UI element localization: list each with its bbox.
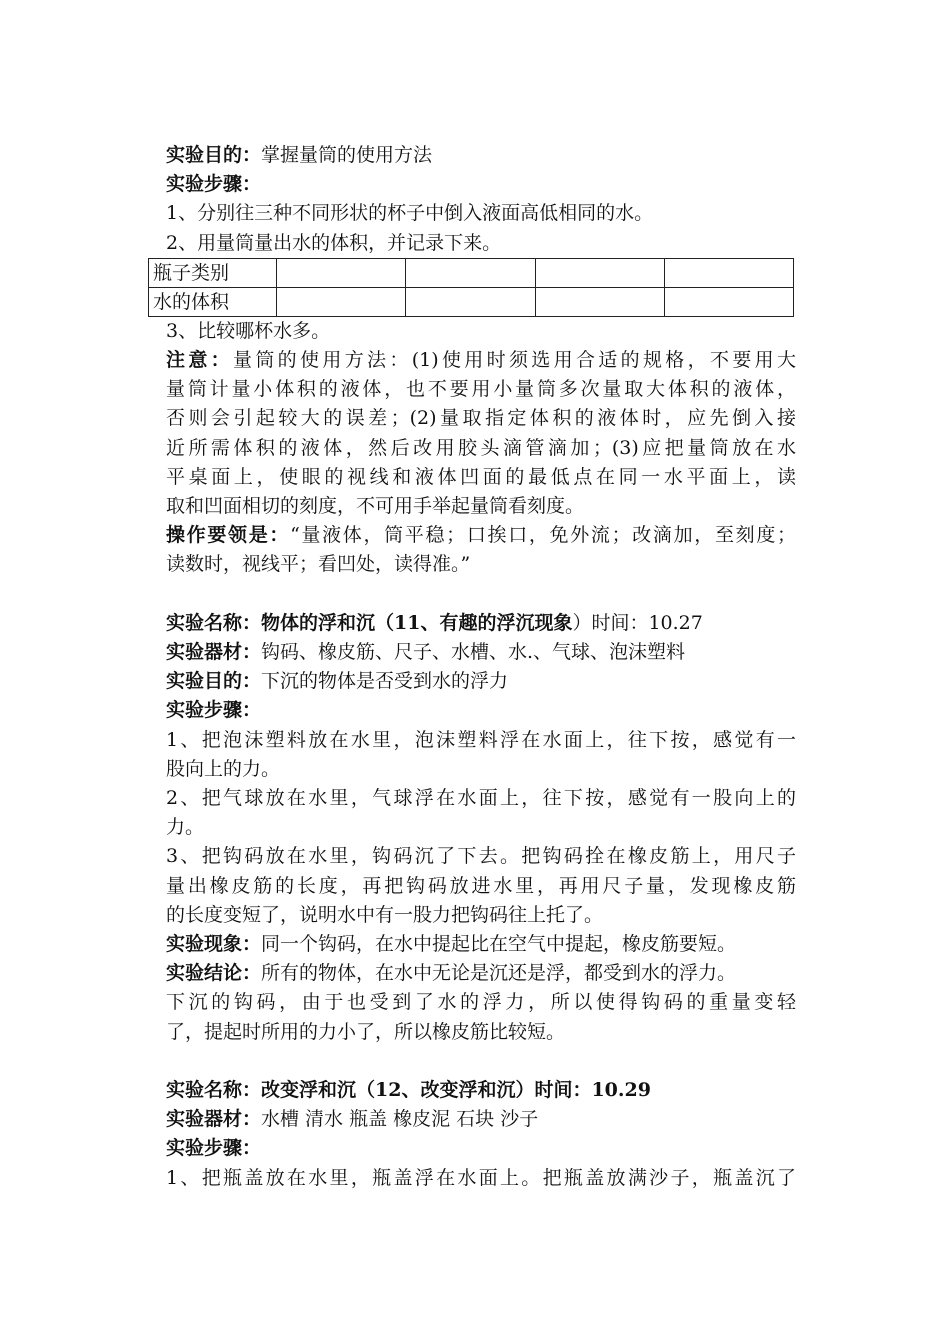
note-label: 注意： bbox=[166, 349, 234, 372]
table-header-cell: 水的体积 bbox=[149, 287, 277, 316]
steps-heading: 实验步骤： bbox=[166, 699, 262, 722]
step-1: 1、把泡沫塑料放在水里，泡沫塑料浮在水面上，往下按，感觉有一 bbox=[166, 728, 796, 751]
step-1: 股向上的力。 bbox=[166, 757, 281, 780]
experiment-equipment: 实验器材：水槽 清水 瓶盖 橡皮泥 石块 沙子 bbox=[166, 1108, 539, 1131]
table-cell bbox=[406, 258, 535, 287]
experiment-name: 实验名称：改变浮和沉（12、改变浮和沉）时间：10.29 bbox=[166, 1079, 651, 1102]
step-3: 3、比较哪杯水多。 bbox=[166, 319, 331, 342]
note-line: 否则会引起较大的误差；(2)量取指定体积的液体时，应先倒入接 bbox=[166, 407, 796, 430]
experiment-conclusion: 实验结论：所有的物体，在水中无论是沉还是浮，都受到水的浮力。 bbox=[166, 962, 737, 985]
experiment-name: 实验名称：物体的浮和沉（11、有趣的浮沉现象）时间：10.27 bbox=[166, 611, 703, 634]
table-row bbox=[149, 287, 794, 316]
table-cell bbox=[406, 287, 535, 316]
key-points-line: 操作要领是：“量液体，筒平稳；口挨口，免外流；改滴加，至刻度； bbox=[166, 524, 796, 547]
step-1: 1、把瓶盖放在水里，瓶盖浮在水面上。把瓶盖放满沙子，瓶盖沉了 bbox=[166, 1166, 796, 1189]
record-table bbox=[148, 258, 794, 317]
experiment-phenomenon: 实验现象：同一个钩码，在水中提起比在空气中提起，橡皮筋要短。 bbox=[166, 933, 737, 956]
key-points-line: 读数时，视线平；看凹处，读得准。” bbox=[166, 553, 471, 576]
table-cell bbox=[535, 287, 664, 316]
experiment-purpose: 实验目的：下沉的物体是否受到水的浮力 bbox=[166, 670, 509, 693]
key-points-label: 操作要领是： bbox=[166, 524, 291, 547]
conclusion-line: 了，提起时所用的力小了，所以橡皮筋比较短。 bbox=[166, 1020, 566, 1043]
step-2: 力。 bbox=[166, 816, 205, 839]
table-cell bbox=[277, 258, 406, 287]
table-header-cell: 瓶子类别 bbox=[149, 258, 277, 287]
step-2: 2、用量筒量出水的体积，并记录下来。 bbox=[166, 231, 502, 254]
note-line: 近所需体积的液体，然后改用胶头滴管滴加；(3)应把量筒放在水 bbox=[166, 436, 796, 459]
step-2: 2、把气球放在水里，气球浮在水面上，往下按，感觉有一股向上的 bbox=[166, 787, 796, 810]
table-cell bbox=[664, 287, 793, 316]
spacer bbox=[166, 580, 796, 609]
steps-heading: 实验步骤： bbox=[166, 1137, 262, 1160]
table-row bbox=[149, 258, 794, 287]
step-3: 的长度变短了，说明水中有一股力把钩码往上托了。 bbox=[166, 903, 604, 926]
table-cell bbox=[535, 258, 664, 287]
note-line: 平桌面上，使眼的视线和液体凹面的最低点在同一水平面上，读 bbox=[166, 465, 796, 488]
document-body bbox=[153, 141, 796, 1193]
step-1: 1、分别往三种不同形状的杯子中倒入液面高低相同的水。 bbox=[166, 202, 654, 225]
note-line: 量筒计量小体积的液体，也不要用小量筒多次量取大体积的液体， bbox=[166, 378, 796, 401]
experiment-purpose bbox=[166, 141, 796, 170]
table-cell bbox=[664, 258, 793, 287]
table-cell bbox=[277, 287, 406, 316]
experiment-equipment: 实验器材：钩码、橡皮筋、尺子、水槽、水.、气球、泡沫塑料 bbox=[166, 641, 686, 664]
spacer bbox=[166, 1047, 796, 1076]
steps-heading: 实验步骤： bbox=[166, 173, 262, 196]
step-3: 3、把钩码放在水里，钩码沉了下去。把钩码拴在橡皮筋上，用尺子 bbox=[166, 845, 796, 868]
step-3: 量出橡皮筋的长度，再把钩码放进水里，再用尺子量，发现橡皮筋 bbox=[166, 874, 796, 897]
conclusion-line: 下沉的钩码，由于也受到了水的浮力，所以使得钩码的重量变轻 bbox=[166, 991, 796, 1014]
purpose-label: 实验目的： bbox=[166, 144, 262, 166]
note-line: 注意：量筒的使用方法：(1)使用时须选用合适的规格，不要用大 bbox=[166, 349, 796, 372]
note-line: 取和凹面相切的刻度，不可用手举起量筒看刻度。 bbox=[166, 495, 585, 518]
purpose-text: 掌握量筒的使用方法 bbox=[261, 144, 433, 166]
